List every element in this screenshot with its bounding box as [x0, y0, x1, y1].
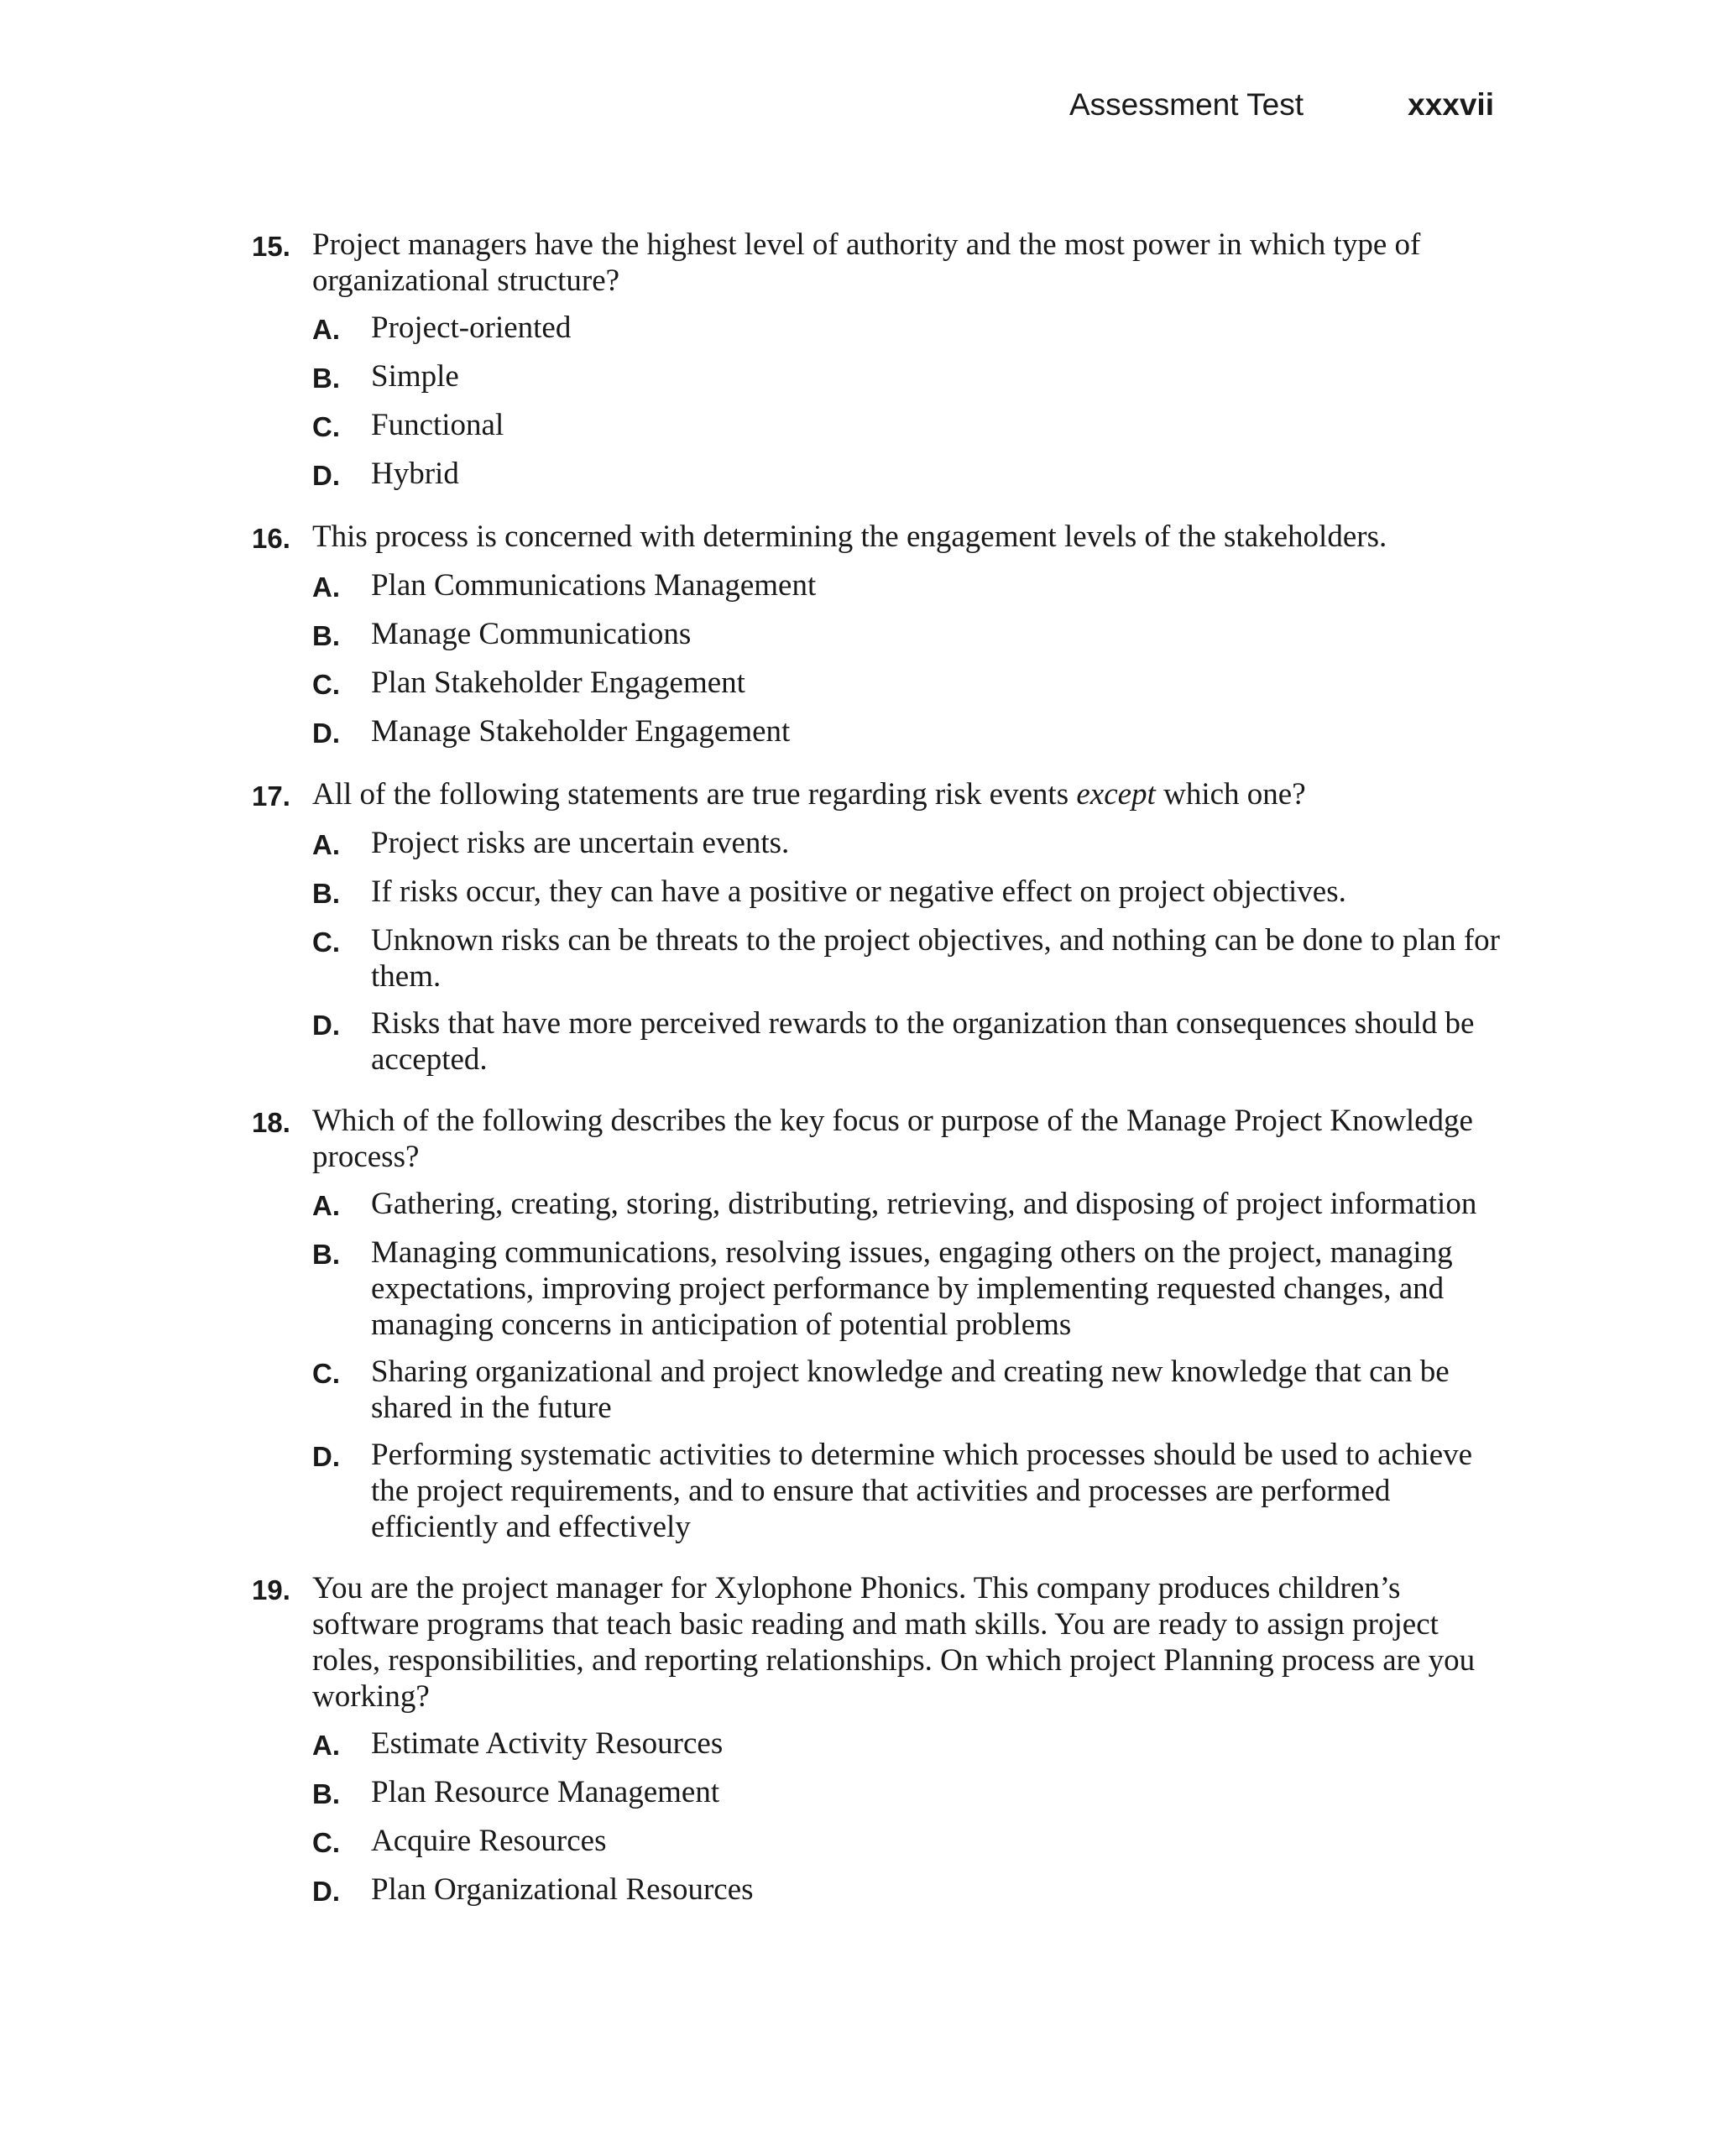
question-stem: [252, 776, 1502, 814]
answer-option: [312, 1186, 1502, 1224]
answer-option: [312, 874, 1502, 911]
option-text: Unknown risks can be threats to the project objectives, and nothing can be done to plan for them.: [371, 923, 1500, 994]
option-letter: B.: [312, 620, 340, 651]
option-text: Acquire Resources: [371, 1824, 607, 1858]
question-text: [312, 776, 1502, 814]
answer-option: [312, 567, 1502, 605]
option-letter: B.: [312, 1239, 340, 1270]
question-16: [252, 519, 1502, 751]
option-letter: A.: [312, 1190, 340, 1221]
option-text: Performing systematic activities to determine which processes should be used to achieve the project requirements, and to ensure that activities and processes are performed efficiently and effectively: [371, 1438, 1473, 1544]
question-number: 17.: [252, 780, 290, 812]
section-title: Assessment Test: [1069, 87, 1304, 122]
answer-option: [312, 616, 1502, 654]
answer-option: [312, 1235, 1502, 1343]
question-number: 19.: [252, 1574, 290, 1605]
question-number: 15.: [252, 231, 290, 262]
answer-options: [252, 310, 1502, 493]
answer-option: [312, 358, 1502, 396]
option-text: Estimate Activity Resources: [371, 1726, 724, 1761]
option-letter: C.: [312, 669, 340, 700]
option-letter: A.: [312, 829, 340, 860]
option-letter: D.: [312, 718, 340, 749]
question-text-emphasis: except: [1076, 777, 1156, 812]
option-letter: C.: [312, 1358, 340, 1389]
answer-option: [312, 407, 1502, 445]
answer-option: [312, 825, 1502, 863]
answer-option: [312, 1823, 1502, 1861]
option-letter: B.: [312, 878, 340, 909]
answer-options: [252, 1186, 1502, 1545]
question-text: Which of the following describes the key focus or purpose of the Manage Project Knowledge process?: [312, 1104, 1473, 1174]
option-text: Sharing organizational and project knowledge and creating new knowledge that can be shared in the future: [371, 1355, 1450, 1425]
option-text: Project-oriented: [371, 311, 572, 345]
option-letter: C.: [312, 927, 340, 958]
question-number: 18.: [252, 1107, 290, 1138]
question-stem: [252, 519, 1502, 556]
option-letter: A.: [312, 572, 340, 603]
answer-option: [312, 1354, 1502, 1426]
question-stem: [252, 1103, 1502, 1175]
option-text: Plan Resource Management: [371, 1775, 720, 1809]
question-text: This process is concerned with determining the engagement levels of the stakeholders.: [312, 519, 1387, 554]
question-18: [252, 1103, 1502, 1545]
answer-option: [312, 922, 1502, 994]
answer-option: [312, 1005, 1502, 1078]
option-text: Plan Organizational Resources: [371, 1872, 754, 1907]
option-letter: A.: [312, 1730, 340, 1761]
answer-option: [312, 310, 1502, 347]
option-letter: C.: [312, 1827, 340, 1858]
question-text: Project managers have the highest level of authority and the most power in which type of organizational structure?: [312, 227, 1421, 298]
option-text: If risks occur, they can have a positive or negative effect on project objectives.: [371, 874, 1346, 909]
answer-option: [312, 456, 1502, 493]
option-text: Manage Stakeholder Engagement: [371, 714, 791, 749]
answer-options: [252, 567, 1502, 751]
running-header: [1049, 87, 1494, 133]
option-text: Plan Stakeholder Engagement: [371, 666, 745, 700]
option-text: Project risks are uncertain events.: [371, 826, 790, 860]
answer-option: [312, 713, 1502, 751]
option-letter: B.: [312, 1778, 340, 1809]
option-text: Functional: [371, 408, 504, 442]
option-letter: D.: [312, 1441, 340, 1472]
question-stem: [252, 227, 1502, 299]
option-letter: D.: [312, 1010, 340, 1041]
option-letter: B.: [312, 363, 340, 394]
question-text-after: which one?: [1155, 777, 1306, 812]
answer-option: [312, 1437, 1502, 1545]
question-17: [252, 776, 1502, 1078]
question-stem: [252, 1570, 1502, 1715]
question-number: 16.: [252, 523, 290, 554]
question-15: [252, 227, 1502, 493]
answer-options: [252, 825, 1502, 1078]
option-letter: A.: [312, 314, 340, 345]
question-list: [252, 227, 1502, 1934]
option-letter: D.: [312, 1876, 340, 1907]
question-text-before: All of the following statements are true regarding risk events: [312, 777, 1077, 812]
question-19: [252, 1570, 1502, 1909]
answer-options: [252, 1725, 1502, 1909]
answer-option: [312, 1774, 1502, 1812]
option-text: Simple: [371, 359, 459, 394]
option-letter: C.: [312, 411, 340, 442]
option-text: Hybrid: [371, 457, 459, 491]
answer-option: [312, 665, 1502, 702]
page-number: xxxvii: [1408, 87, 1494, 122]
answer-option: [312, 1725, 1502, 1763]
answer-option: [312, 1871, 1502, 1909]
option-text: Managing communications, resolving issues, engaging others on the project, managing expectations, improving project performance by implementing requested changes, and managing concerns in anticipation of potential problems: [371, 1235, 1453, 1342]
option-text: Manage Communications: [371, 617, 692, 651]
option-text: Plan Communications Management: [371, 568, 817, 603]
option-letter: D.: [312, 460, 340, 491]
option-text: Gathering, creating, storing, distributing, retrieving, and disposing of project information: [371, 1187, 1477, 1221]
option-text: Risks that have more perceived rewards to the organization than consequences should be accepted.: [371, 1006, 1475, 1077]
question-text: You are the project manager for Xylophone Phonics. This company produces children’s software programs that teach basic reading and math skills. You are ready to assign project roles, responsibilities, and reporting relationships. On which project Planning process are you working?: [312, 1571, 1476, 1714]
